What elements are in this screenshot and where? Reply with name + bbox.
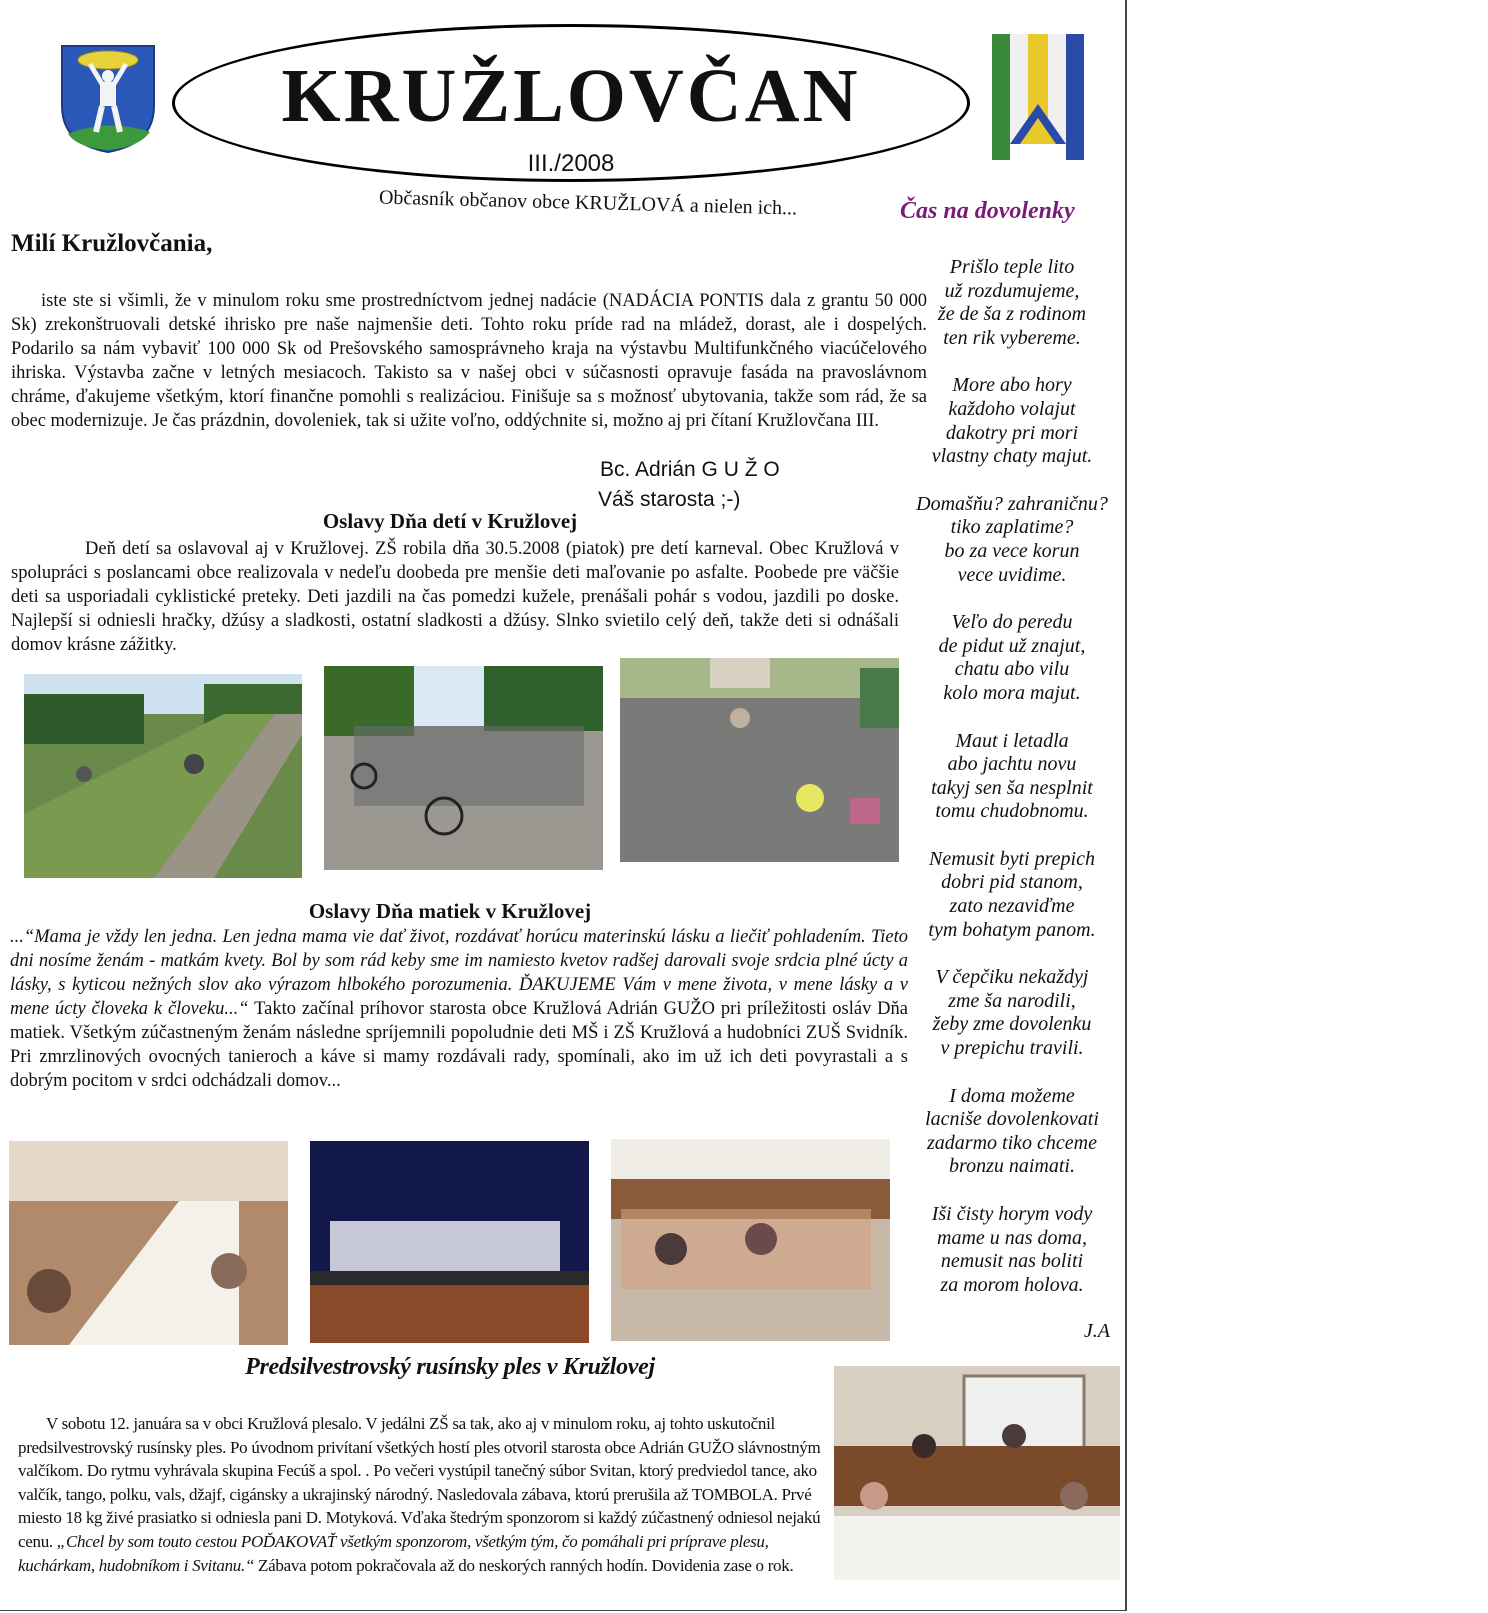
poem-stanza xyxy=(896,256,1128,350)
photo-women-at-tables xyxy=(9,1141,288,1345)
signature-name: Bc. Adrián G U Ž O xyxy=(600,458,780,481)
poem-line: takyj sen ša nesplnit xyxy=(931,776,1093,799)
poem-line: zadarmo tiko chceme xyxy=(927,1131,1097,1154)
poem-stanzas xyxy=(896,256,1128,1321)
photo-cycling-race xyxy=(24,674,302,878)
ples-quote: „Chcel by som touto cestou POĎAKOVAŤ všetkým sponzorom, všetkým tým, čo pomáhali pri príprave plesu, kuchárkam, hudobníkom i Svitanu.“ xyxy=(18,1531,769,1575)
poem-line: More abo hory xyxy=(952,374,1072,397)
mothers-day-headline: Oslavy Dňa matiek v Kružlovej xyxy=(308,899,592,923)
poem-stanza xyxy=(896,1203,1128,1297)
poem-line: Domašňu? zahraničnu? xyxy=(916,492,1108,515)
poem-line: tym bohatym panom. xyxy=(928,918,1096,941)
ples-closing: Zábava potom pokračovala až do neskorých ranných hodín. Dovidenia zase o rok. xyxy=(254,1555,794,1575)
poem-line: zme ša narodili, xyxy=(948,989,1076,1012)
poem-line: žeby zme dovolenku xyxy=(932,1013,1092,1036)
poem-stanza xyxy=(896,493,1128,587)
poem-line: chatu abo vilu xyxy=(954,658,1070,681)
photo-ples-musicians xyxy=(834,1366,1120,1580)
mothers-day-paragraph xyxy=(10,925,908,1093)
ples-body: V sobotu 12. januára sa v obci Kružlová plesalo. V jedálni ZŠ sa tak, ako aj v minulom roku, aj tohto uskutočnil predsilvestrovský rusínsky ples. Po úvodnom privítaní všetkých hostí ples otvoril starosta obce Adrián GUŽO slávnostným valčíkom. Do rytmu vyhrávala skupina Fecúš a spol. . Po večeri vystúpil tanečný súbor Svitan, ktorý predviedol tance, ako valčík, tango, polku, vals, džajf, cigánsky a ukrajinský národný. Nasledovala zábava, ktorú prerušila až TOMBOLA. Prvé miesto 18 kg živé prasiatko si odniesla pani D. Motyková. Vďaka štedrým sponzorom si každý zúčastnený odniesol nejakú cenu. xyxy=(18,1414,821,1551)
masthead-subtitle: Občasník občanov obce KRUŽLOVÁ a nielen ich... xyxy=(378,186,798,220)
mothers-day-body: Takto začínal príhovor starosta obce Kružlová Adrián GUŽO pri príležitosti osláv Dňa matiek. Všetkým zúčastneným ženám následne spríjemnili popoludnie deti MŠ i ZŠ Kružlová a hudobníci ZUŠ Svidník. Pri zmrzlinových ovocných tanieroch a káve si mamy rozdávali rady, spomínali, ako im už ich deti povyrastali a s dobrým pocitom v srdci odchádzali domov... xyxy=(10,999,908,1091)
poem-line: v prepichu travili. xyxy=(940,1037,1084,1060)
mothers-day-quote: ...“Mama je vždy len jedna. Len jedna mama vie dať život, rozdávať horúcu materinskú lásku a liečiť pohladením. Tieto dni nosíme ženám - matkám kvety. Bol by som rád keby sme im namiesto kvetov radšej darovali svoje srdcia plné úcty a lásky, s kyticou nežných slov ako výrazom hlbokého porozumenia. ĎAKUJEME Vám v mene života, v mene lásky a v mene úcty človeka k človeku...“ xyxy=(10,927,908,1019)
poem-title: Čas na dovolenky xyxy=(900,198,1075,224)
poem-line: kolo mora majut. xyxy=(943,681,1081,704)
photo-mothers-in-hall xyxy=(611,1139,890,1341)
poem-line: tiko zaplatime? xyxy=(950,516,1074,539)
ples-paragraph xyxy=(18,1412,826,1577)
poem-stanza xyxy=(896,374,1128,468)
poem-line: dobri pid stanom, xyxy=(941,871,1083,894)
issue-number: III./2008 xyxy=(527,150,615,177)
poem-stanza xyxy=(896,730,1128,824)
poem-line: ten rik vybereme. xyxy=(943,326,1081,349)
poem-line: V čepčiku nekaždyj xyxy=(935,966,1089,989)
masthead-title: KRUŽLOVČAN xyxy=(281,54,861,138)
poem-line: zato nezaviďme xyxy=(949,895,1075,918)
poem-stanza xyxy=(896,1085,1128,1179)
poem-line: za morom holova. xyxy=(940,1273,1084,1296)
greeting-heading: Milí Kružlovčania, xyxy=(11,230,213,257)
poem-line: Veľo do peredu xyxy=(951,611,1073,634)
poem-line: nemusit nas boliti xyxy=(940,1250,1084,1273)
coat-of-arms-logo xyxy=(60,44,156,154)
signature-role: Váš starosta ;-) xyxy=(598,488,741,511)
poem-line: bronzu naimati. xyxy=(949,1155,1075,1178)
poem-line: Maut i letadla xyxy=(955,729,1069,752)
poem-line: dakotry pri mori xyxy=(945,421,1079,444)
intro-paragraph: iste ste si všimli, že v minulom roku sme prostredníctvom jednej nadácie (NADÁCIA PONTIS dala z grantu 50 000 Sk) zrekonštruovali detské ihrisko pre naše najmenšie deti. Tohto roku príde rad na mládež, dorast, ale i dospelých. Podarilo sa nám vybaviť 100 000 Sk od Prešovského samosprávneho kraja na výstavbu Multifunkčného viacúčelového ihriska. Výstavba začne v letných mesiacoch. Takisto sa v našej obci v súčasnosti opravuje fasáda na pravoslávnom chráme, ďakujeme všetkým, ktorí finančne pomohli s realizáciou. Finišuje sa s možnosť ubytovania, takže som rád, že sa obec modernizuje. Je čas prázdnin, dovoleniek, tak si užite voľno, oddýchnite si, možno aj pri čítaní Kružlovčana III. xyxy=(11,291,927,431)
poem-line: lacniše dovolenkovati xyxy=(925,1108,1099,1131)
photo-children-with-bikes xyxy=(324,666,603,870)
children-day-paragraph: Deň detí sa oslavoval aj v Kružlovej. ZŠ robila dňa 30.5.2008 (piatok) pre detí karneval. Obec Kružlová v spolupráci s poslancami obce realizovala v nedeľu doobeda pre menšie deti maľovanie po asfalte. Poobede pre väčšie deti sa usporiadali cyklistické preteky. Deti jazdili na čas pomedzi kužele, prenášali pohár s vodou, jazdili po doske. Najlepší si odniesli hračky, džúsy a sladkosti, ostatní sladkosti a džúsy. Slnko svietilo celý deň, takže deti si odnášali domov krásne zážitky. xyxy=(11,539,899,655)
poem-line: že de ša z rodinom xyxy=(937,303,1087,326)
photo-chalk-drawing xyxy=(620,658,899,862)
poem-line: Prišlo teple lito xyxy=(949,256,1075,278)
children-day-headline: Oslavy Dňa detí v Kružlovej xyxy=(322,509,578,533)
poem-line: Nemusit byti prepich xyxy=(929,847,1095,870)
poem-line: bo za vece korun xyxy=(944,539,1080,562)
poem-line: I doma možeme xyxy=(949,1084,1075,1107)
poem-line: už rozdumujeme, xyxy=(944,279,1080,302)
village-flag-logo xyxy=(992,34,1084,160)
ples-headline: Predsilvestrovský rusínsky ples v Kružlovej xyxy=(245,1354,655,1380)
poem-line: de pidut už znajut, xyxy=(938,634,1086,657)
poem-author: J.A xyxy=(1083,1320,1110,1342)
photo-children-on-stage xyxy=(310,1141,589,1343)
poem-line: mame u nas doma, xyxy=(937,1226,1087,1249)
poem-line: vece uvidime. xyxy=(957,563,1067,586)
poem-stanza xyxy=(896,966,1128,1060)
poem-line: abo jachtu novu xyxy=(947,753,1077,776)
poem-line: tomu chudobnomu. xyxy=(935,800,1089,823)
poem-stanza xyxy=(896,848,1128,942)
poem-stanza xyxy=(896,611,1128,705)
poem-line: vlastny chaty majut. xyxy=(931,445,1093,468)
poem-line: Iši čisty horym vody xyxy=(931,1203,1093,1225)
poem-line: každoho volajut xyxy=(948,397,1076,420)
